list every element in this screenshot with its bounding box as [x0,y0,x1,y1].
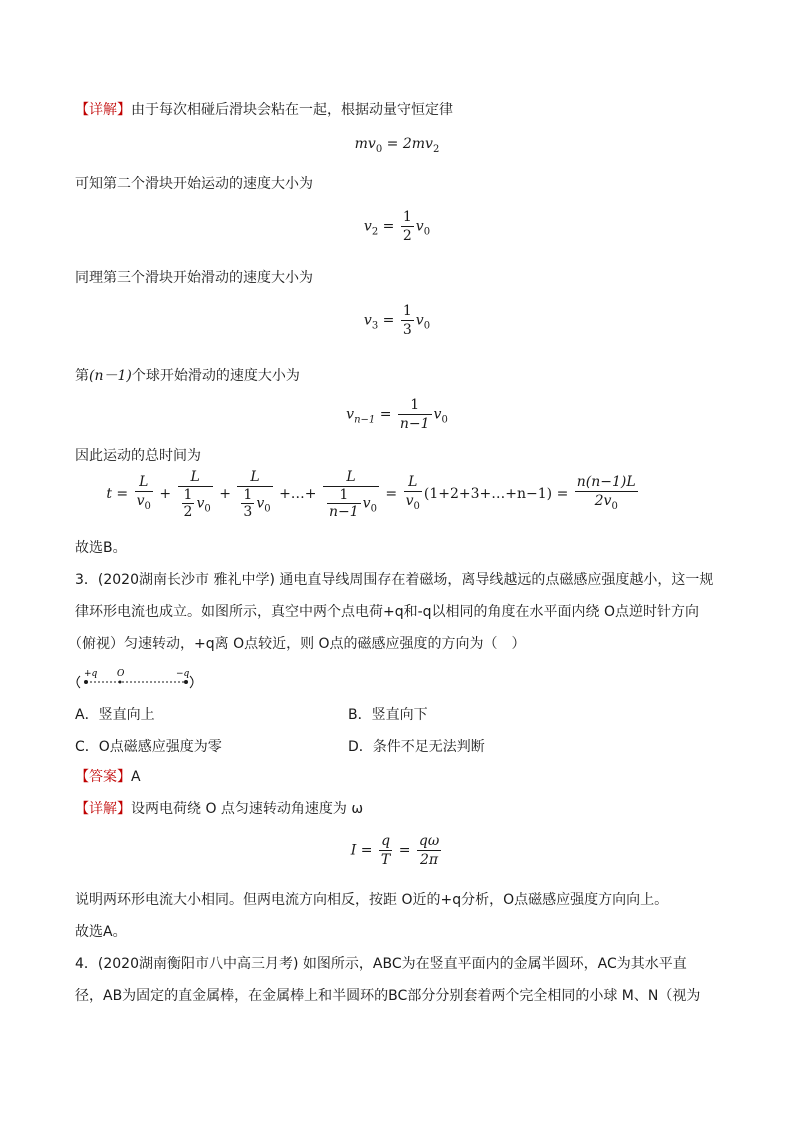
left-arc [77,676,80,688]
choice-a: A．竖直向上 [75,707,155,723]
equation-v3: $v_3$ = $\frac{1}{3}$ $v_0$ [363,303,431,338]
equation-total-time: t = $\frac{L}{v_0}$ + L $\frac{1}{2}$ $v_0$ + L $\frac{1}{3}$ $v_0$ +…+ L $\frac{1}{n-1}$ $v_0$ = $\frac{L}{v_0}$ (1+2+3+…+n−1) = $\frac{n(n-1)L}{2v_0}$ [106,469,636,520]
detail-tag-2: 【详解】 [75,801,131,817]
equation-current: I = $\frac{q}{T}$ = $\frac{q\omega}{2\pi}$ [350,833,440,868]
center-point-o [119,681,122,684]
charge-rotation-diagram [72,668,202,696]
answer-line [75,767,141,787]
detail-text: 由于每次相碰后滑块会粘在一起，根据动量守恒定律 [131,102,453,118]
text-total-time: 因此运动的总时间为 [75,448,201,464]
label-minus-q: −q [176,669,190,679]
choice-b: B．竖直向下 [348,707,428,723]
detail-paragraph-1 [75,100,453,120]
question-4-line-1: 4．(2020湖南衡阳市八中高三月考) 如图所示，ABC为在竖直平面内的金属半圆环，AC为其水平直 [75,956,687,972]
detail-text-2: 设两电荷绕 O 点匀速转动角速度为 ω [131,801,364,817]
answer-value: A [131,769,141,785]
plus-q-charge [84,680,88,684]
equation-v2: $v_2$ = $\frac{1}{2}$ $v_0$ [363,209,431,244]
text-same-v3: 同理第三个滑块开始滑动的速度大小为 [75,270,313,286]
label-o: O [117,669,125,679]
equation-momentum: $mv_0 = 2mv_2$ [354,136,440,155]
text-choose-a: 故选A。 [75,924,127,940]
detail-tag: 【详解】 [75,102,131,118]
choice-d: D．条件不足无法判断 [348,739,485,755]
answer-tag: 【答案】 [75,769,131,785]
label-plus-q: +q [84,669,98,679]
question-3-line-1: 3．(2020湖南长沙市 雅礼中学) 通电直导线周围存在着磁场，离导线越远的点磁感应强度越小，这一规 [75,572,714,588]
question-3-line-2: 律环形电流也成立。如图所示，真空中两个点电荷+q和-q以相同的角度在水平面内绕 O点逆时针方向 [75,604,700,620]
right-arc [190,676,193,688]
text-know-v2: 可知第二个滑块开始运动的速度大小为 [75,176,313,192]
question-3-line-3: （俯视）匀速转动，+q离 O点较近，则 O点的磁感应强度的方向为（ ） [68,636,526,652]
text-nth-ball: 第(n－1)个球开始滑动的速度大小为 [75,368,300,384]
detail-paragraph-2 [75,799,363,819]
minus-q-charge [184,680,188,684]
text-explain-a: 说明两环形电流大小相同。但两电流方向相反，按距 O近的+q分析，O点磁感应强度方向向上。 [75,892,669,908]
text-choose-b: 故选B。 [75,540,127,556]
equation-vn: $v_{n-1}$ = $\frac{1}{n-1}$ $v_0$ [346,397,448,432]
question-4-line-2: 径，AB为固定的直金属棒，在金属棒上和半圆环的BC部分分别套着两个完全相同的小球 M、N（视为 [75,988,701,1004]
choice-c: C．O点磁感应强度为零 [75,739,222,755]
